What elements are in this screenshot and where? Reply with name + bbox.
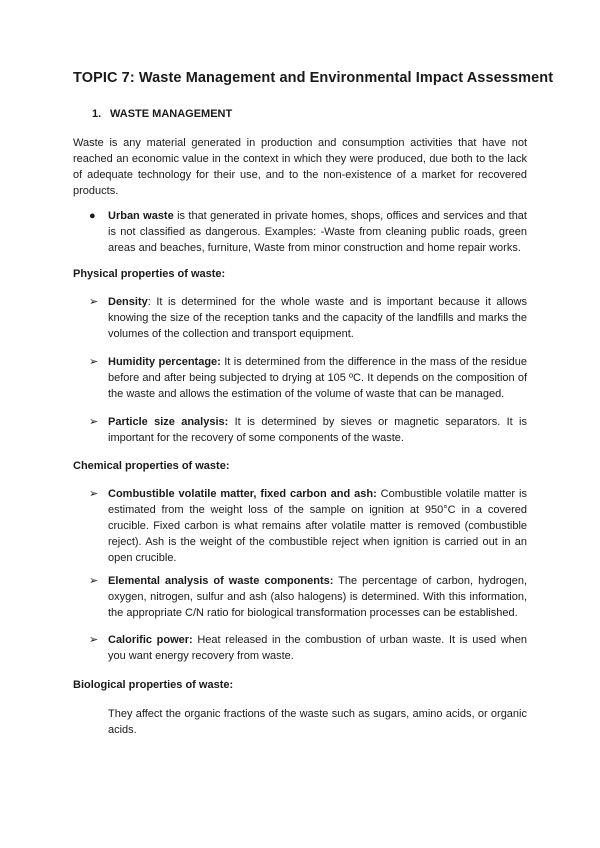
- physical-item-body: [108, 294, 527, 342]
- physical-item-body: [108, 354, 527, 402]
- chemical-item-text: Combustible volatile matter is estimated from the weight loss of the sample on ignition at 950°C in a covered crucible. Fixed carbon is what remains after volatile matter is removed (combustible reject). Ash is the weight of the combustible reject when ignition is carried out in an open crucible.: [108, 488, 527, 564]
- physical-item-particle-size: [89, 414, 527, 446]
- physical-item-humidity: [89, 354, 527, 402]
- urban-waste-body: [108, 208, 527, 256]
- biological-properties-text: They affect the organic fractions of the waste such as sugars, amino acids, or organic acids.: [108, 708, 527, 736]
- arrow-bullet-icon: ➢: [89, 356, 99, 368]
- chemical-item-lead: Calorific power:: [108, 634, 193, 646]
- arrow-bullet-icon: ➢: [89, 416, 99, 428]
- chemical-item-body: [108, 573, 527, 621]
- urban-waste-item: [89, 208, 527, 256]
- chemical-properties-heading: Chemical properties of waste:: [73, 460, 230, 472]
- page-title: TOPIC 7: Waste Management and Environmental Impact Assessment: [73, 70, 554, 86]
- physical-item-lead: Particle size analysis:: [108, 416, 229, 428]
- chemical-item-calorific-power: [89, 632, 527, 664]
- section-heading: [92, 108, 232, 120]
- chemical-item-lead: Elemental analysis of waste components:: [108, 575, 334, 587]
- physical-item-lead: Density: [108, 296, 148, 308]
- physical-item-body: [108, 414, 527, 446]
- chemical-item-body: [108, 486, 527, 566]
- chemical-item-lead: Combustible volatile matter, fixed carbon and ash:: [108, 488, 377, 500]
- physical-item-text: It is determined from the difference in the mass of the residue before and after being subjected to drying at 105 ºC. It depends on the composition of the waste and allows the estimation of the volume of waste that can be managed.: [108, 356, 527, 400]
- arrow-bullet-icon: ➢: [89, 575, 99, 587]
- bullet-icon: ●: [89, 210, 96, 222]
- urban-waste-text: is that generated in private homes, shops, offices and services and that is not classified as dangerous. Examples: -Waste from cleaning public roads, green areas and beaches, furniture, Waste from minor construction and home repair works.: [108, 210, 527, 254]
- chemical-item-elemental-analysis: [89, 573, 527, 621]
- physical-item-lead: Humidity percentage:: [108, 356, 221, 368]
- physical-item-text: It is determined by sieves or magnetic separators. It is important for the recovery of some components of the waste.: [108, 416, 528, 444]
- intro-paragraph: Waste is any material generated in production and consumption activities that have not reached an economic value in the context in which they were produced, due both to the lack of adequate technology for their use, and to the non-existence of a market for recovered products.: [73, 137, 527, 197]
- chemical-item-volatile-matter: [89, 486, 527, 566]
- arrow-bullet-icon: ➢: [89, 634, 99, 646]
- physical-item-density: [89, 294, 527, 342]
- arrow-bullet-icon: ➢: [89, 296, 99, 308]
- chemical-item-text: The percentage of carbon, hydrogen, oxygen, nitrogen, sulfur and ash (also halogens) is determined. With this information, the appropriate C/N ratio for biological transformation processes can be established.: [108, 575, 527, 619]
- section-number: 1.: [92, 108, 102, 120]
- chemical-item-body: [108, 632, 527, 664]
- urban-waste-lead: Urban waste: [108, 210, 174, 222]
- physical-properties-heading: Physical properties of waste:: [73, 268, 226, 280]
- chemical-item-text: Heat released in the combustion of urban waste. It is used when you want energy recovery from waste.: [108, 634, 528, 662]
- biological-properties-heading: Biological properties of waste:: [73, 679, 234, 691]
- physical-item-text: : It is determined for the whole waste and is important because it allows knowing the size of the reception tanks and the capacity of the landfills and marks the volumes of the collection and transport equipment.: [108, 296, 527, 340]
- section-heading-text: WASTE MANAGEMENT: [110, 108, 233, 120]
- arrow-bullet-icon: ➢: [89, 488, 99, 500]
